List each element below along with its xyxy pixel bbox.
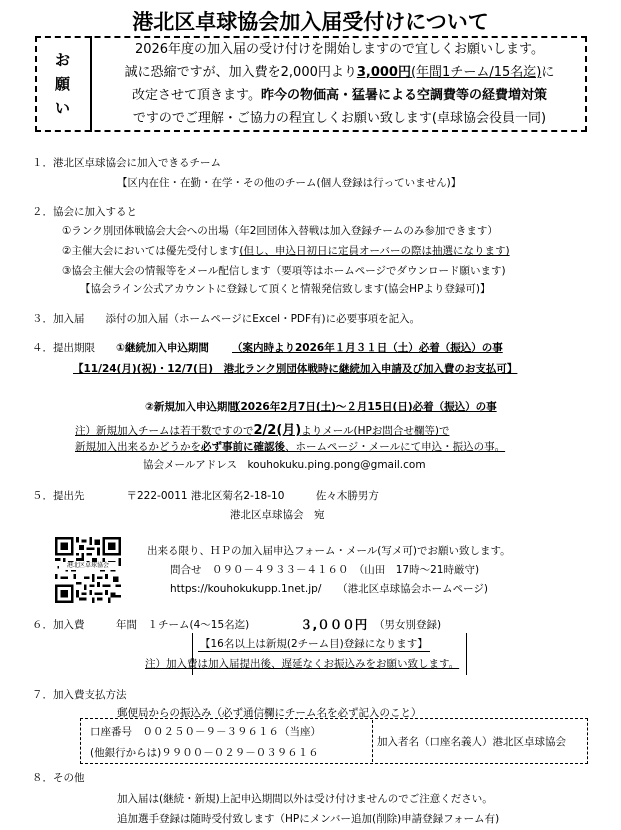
fee-note-frame [192,633,467,675]
line-account-note: 【協会ライン公式アカウントに登録して頂くと情報発信致します(協会HPより登録可)】 [80,283,491,295]
new-fee: 3,000円 [356,65,411,80]
section-2-item-2-a: ②主催大会においては優先受付します [62,245,240,257]
notice-line-4: ですのでご理解・ご協力の程宜しくお願い致します(卓球協会役員一同) [132,111,547,126]
new-note-2-a: 新規加入出来るかどうかを [75,441,201,453]
notice-line-2 [92,61,587,84]
notice-line-3 [92,84,587,107]
new-label: ②新規加入申込期間 [145,401,238,413]
section-1-sub: 【区内在住・在勤・在学・その他のチーム(個人登録は行っていません)】 [117,177,462,189]
account-holder: 加入者名（口座名義人）港北区卓球協会 [377,736,566,748]
account-number-other-bank: (他銀行からは)９９００－０２９－０３９６１６ [90,747,319,759]
notice-line-2-d: に [541,65,555,80]
notice-label [35,36,92,132]
new-note-2 [75,439,505,454]
section-7-sub: 郵便局からの振込み（必ず通信欄にチーム名を必ず記入のこと） [117,707,422,719]
new-note-2-c: 、ホームページ・メールにて申込・振込の事。 [285,441,506,453]
fee-amount: ３,０００円 [300,617,368,632]
notice-label-char: い [54,99,70,117]
homepage-url[interactable]: https://kouhokukupp.1net.jp/ （港北区卓球協会ホームページ) [170,583,488,595]
page-title: 港北区卓球協会加入届受付けについて [132,10,489,34]
new-note-1-a: 注）新規加入チームは若干数ですので [75,425,254,437]
section-3-heading: ３．加入届 添付の加入届（ホームページにExcel・PDF有)に必要事項を記入。 [32,313,421,325]
confirm-first: 必ず事前に確認後 [201,441,285,453]
section-2-item-3: ③協会主催大会の情報等をメール配信します（要項等はホームページでダウンロード願います) [62,265,506,277]
section-8-heading: ８．その他 [32,772,85,784]
section-1-heading: １．港北区卓球協会に加入できるチーム [32,157,221,169]
section-8-line-2: 追加選手登録は随時受付致します（HPにメンバー追加(削除)申請登録フォーム有) [117,813,500,825]
account-divider [372,720,373,762]
fee-box-2: 注）加入費は加入届提出後、遅延なくお振込みをお願い致します。 [145,658,460,670]
notice-line-3-a: 改定させて頂きます。 [132,88,261,103]
section-5-line-1: 出来る限り、ＨＰの加入届申込フォーム・メール(写メ可)でお願い致します。 [147,545,511,557]
section-2-item-1: ①ランク別団体戦協会大会への出場（年2回団体入替戦は加入登録チームのみ参加できます） [62,225,498,237]
lottery-note: (但し、申込日初日に定員オーバーの際は抽選になります) [239,245,510,257]
section-5-addressee: 港北区卓球協会 宛 [230,509,325,521]
fee-scope: (年間1チーム/15名迄) [410,65,542,80]
contact-phone: 問合せ ０９０－４９３３－４１６０ （山田 17時～21時厳守) [170,564,480,576]
continuing-payment-note: 【11/24(月)(祝)・12/7(日) 港北ランク別団体戦時に継続加入申請及び加入費のお支払可】 [73,363,518,375]
section-4-heading: ４．提出期限 [32,342,95,354]
section-2-heading: ２．協会に加入すると [32,206,137,218]
notice-label-char: 願 [54,75,70,93]
section-7-heading: ７．加入費支払方法 [32,689,127,701]
section-2-item-2 [62,243,510,258]
association-email: 協会メールアドレス kouhokuku.ping.pong@gmail.com [143,459,426,471]
qr-code-icon[interactable] [55,537,121,603]
continuing-label: ①継続加入申込期間 [116,342,209,354]
new-note-1 [75,419,449,438]
notice-line-2-a: 誠に恐縮ですが、加入費を2,000円より [124,65,357,80]
qr-caption: 港北区卓球協会 [59,562,117,570]
notice-text [92,38,587,130]
new-note-1-c: よりメール(HPお問合せ欄等)で [301,425,450,437]
continuing-period: （案内時より2026年１月３１日（土）必着（振込）の事 [232,342,503,354]
new-period: （2026年2月7日(土)～２月15日(日)必着（振込）の事 [230,401,497,413]
notice-line-1: 2026年度の加入届の受け付けを開始しますので宜しくお願いします。 [134,42,545,57]
new-note-date: 2/2(月) [253,423,302,438]
notice-reason: 昨今の物価高・猛暑による空調費等の経費増対策 [260,88,547,103]
notice-label-char: お [54,51,70,69]
section-6-heading: ６．加入費 年間 １チーム(4～15名迄) [32,619,250,631]
section-5-heading: ５．提出先 〒222-0011 港北区菊名2-18-10 佐々木勝男方 [32,490,379,502]
section-8-line-1: 加入届は(継続・新規)上記申込期間以外は受け付けませんのでご注意ください。 [117,793,493,805]
fee-amount-note: （男女別登録) [374,619,442,631]
account-number: 口座番号 ００２５０－９－３９６１６（当座） [90,726,321,738]
fee-box-1: 【16名以上は新規(2チーム目)登録になります】 [200,638,428,650]
